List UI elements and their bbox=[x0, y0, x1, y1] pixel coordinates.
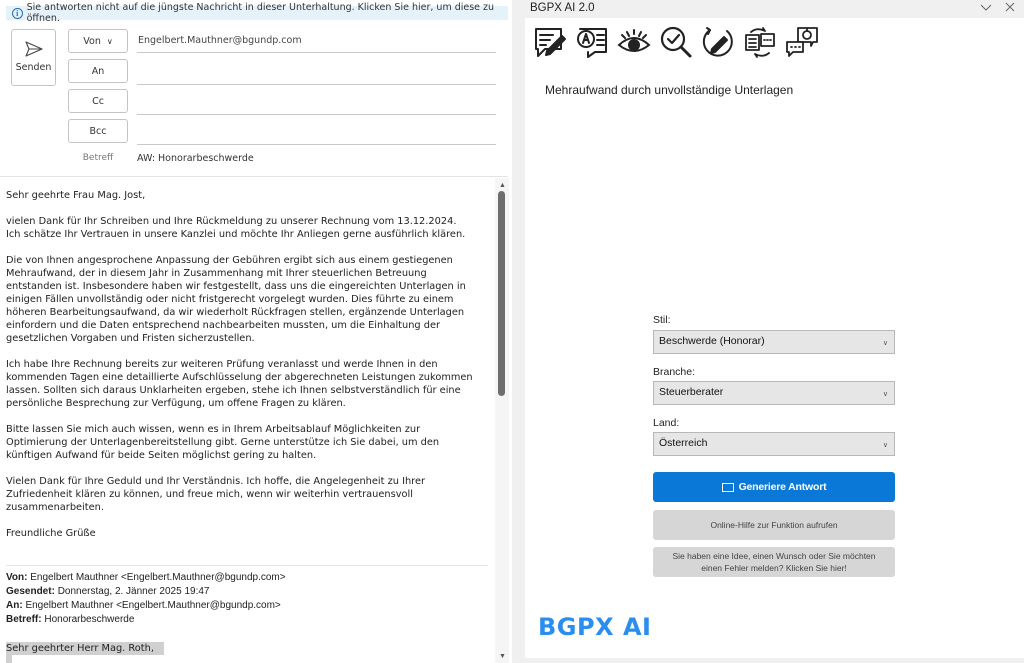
chevron-down-icon: ∨ bbox=[882, 442, 888, 449]
chatbot-icon[interactable] bbox=[784, 24, 820, 60]
selection-highlight bbox=[6, 655, 12, 663]
bcc-label: Bcc bbox=[89, 125, 107, 137]
quoted-greeting: Sehr geehrter Herr Mag. Roth, bbox=[6, 642, 164, 655]
quoted-to-value: Engelbert Mauthner <Engelbert.Mauthner@bgundp.com> bbox=[25, 600, 281, 611]
panel-title: BGPX AI 2.0 bbox=[530, 2, 595, 14]
from-label: Von bbox=[83, 35, 101, 47]
to-label: An bbox=[91, 65, 105, 77]
quoted-subject-value: Honorarbeschwerde bbox=[44, 614, 135, 625]
subject-input[interactable]: AW: Honorarbeschwerde bbox=[137, 153, 254, 164]
message-body[interactable] bbox=[6, 189, 492, 553]
quote-divider bbox=[6, 565, 488, 566]
chevron-down-icon: ∨ bbox=[882, 391, 888, 398]
cc-button[interactable] bbox=[68, 89, 128, 113]
body-paragraph: Freundliche Grüße bbox=[6, 528, 96, 539]
feedback-label: Sie haben eine Idee, einen Wunsch oder Sie möchten einen Fehler melden? Klicken Sie hier! bbox=[672, 551, 876, 573]
to-input[interactable] bbox=[137, 61, 496, 85]
quoted-from-value: Engelbert Mauthner <Engelbert.Mauthner@bgundp.com> bbox=[30, 572, 286, 583]
close-icon[interactable] bbox=[1004, 1, 1016, 15]
quoted-to-label: An: bbox=[6, 600, 23, 611]
from-field bbox=[137, 29, 496, 53]
quoted-header bbox=[6, 571, 492, 627]
body-paragraph: Vielen Dank für Ihre Geduld und Ihr Verständnis. Ich hoffe, die Angelegenheit zu Ihrer Zufriedenheit klären zu können, und freue mich, wenn wir weiterhin vertrauensvoll zusammenarbeiten. bbox=[6, 476, 426, 513]
tool-bar bbox=[532, 24, 820, 62]
style-label: Stil: bbox=[653, 314, 671, 326]
from-button[interactable] bbox=[68, 29, 128, 53]
country-select[interactable] bbox=[653, 432, 895, 456]
text-recognition-icon[interactable] bbox=[574, 24, 610, 60]
chevron-down-icon: ∨ bbox=[882, 340, 888, 347]
industry-value: Steuerberater bbox=[659, 386, 724, 398]
body-paragraph: Ich habe Ihre Rechnung bereits zur weiteren Prüfung veranlasst und werde Ihnen in den kommenden Tagen eine detaillierte Aufschlüsselung der abgerechneten Leistungen zukommen lassen. Sollten sich daraus Unklarheiten ergeben, stehe ich Ihnen selbstverständlich für eine persönliche Besprechung zur Verfügung, um offene Fragen zu klären. bbox=[6, 359, 473, 409]
body-paragraph: vielen Dank für Ihr Schreiben und Ihre Rückmeldung zu unserer Rechnung vom 13.12.2024. Ich schätze Ihr Vertrauen in unsere Kanzlei und möchte Ihr Anliegen gerne ausführlich klären. bbox=[6, 216, 466, 240]
to-button[interactable] bbox=[68, 59, 128, 83]
quoted-from-label: Von: bbox=[6, 572, 28, 583]
chevron-down-icon: ∨ bbox=[106, 36, 113, 46]
subject-label: Betreff bbox=[82, 153, 114, 163]
info-icon: i bbox=[12, 8, 23, 19]
style-value: Beschwerde (Honorar) bbox=[659, 335, 765, 347]
quoted-sent-label: Gesendet: bbox=[6, 586, 55, 597]
info-bar[interactable] bbox=[6, 2, 508, 24]
document-exchange-icon[interactable] bbox=[742, 24, 778, 60]
scroll-down-icon[interactable]: ▼ bbox=[499, 653, 506, 660]
panel-content bbox=[525, 18, 1024, 658]
scrollbar-thumb[interactable] bbox=[498, 191, 505, 396]
country-label: Land: bbox=[653, 417, 680, 429]
from-value: Engelbert.Mauthner@bgundp.com bbox=[138, 35, 302, 46]
generate-answer-label: Generiere Antwort bbox=[738, 481, 827, 493]
write-document-icon[interactable] bbox=[532, 24, 568, 60]
industry-select[interactable] bbox=[653, 381, 895, 405]
body-paragraph: Die von Ihnen angesprochene Anpassung der Gebühren ergibt sich aus einem gestiegenen Mehraufwand, der in diesem Jahr in Zusammenhang mit Ihrer steuerlichen Betreuung entstanden ist. Insbesondere haben wir festgestellt, dass uns die eingereichten Unterlagen in einigen Fällen unvollständig oder nicht fristgerecht vorgelegt wurden. Dies führte zu einem höheren Bearbeitungsaufwand, da wir wiederholt Rückfragen stellen, ergänzende Unterlagen einfordern und die Daten entsprechend nachbearbeiten mussten, um die Einhaltung der gesetzlichen Vorgaben und Fristen sicherzustellen. bbox=[6, 255, 466, 344]
send-icon bbox=[25, 41, 43, 57]
style-select[interactable] bbox=[653, 330, 895, 354]
header-divider bbox=[0, 176, 508, 177]
mail-icon bbox=[722, 483, 734, 492]
country-value: Österreich bbox=[659, 437, 708, 449]
cc-label: Cc bbox=[92, 95, 104, 107]
generate-answer-button[interactable] bbox=[653, 472, 895, 502]
send-label: Senden bbox=[15, 62, 52, 73]
topic-text: Mehraufwand durch unvollständige Unterlagen bbox=[545, 83, 794, 97]
bcc-input[interactable] bbox=[137, 121, 496, 145]
industry-label: Branche: bbox=[653, 366, 696, 378]
send-button[interactable] bbox=[11, 29, 56, 86]
brand-logo: BGPX AI bbox=[538, 613, 652, 641]
feedback-button[interactable] bbox=[653, 547, 895, 577]
edit-circle-icon[interactable] bbox=[700, 24, 736, 60]
search-check-icon[interactable] bbox=[658, 24, 694, 60]
quoted-sent-value: Donnerstag, 2. Jänner 2025 19:47 bbox=[57, 586, 210, 597]
body-paragraph: Bitte lassen Sie mich auch wissen, wenn es in Ihrem Arbeitsablauf Möglichkeiten zur Optimierung der Unterlagenbereitstellung gibt. Gerne unterstütze ich Sie dabei, um den künftigen Aufwand für beide Seiten möglichst gering zu halten. bbox=[6, 424, 440, 461]
online-help-label: Online-Hilfe zur Funktion aufrufen bbox=[710, 520, 838, 530]
scroll-up-icon[interactable]: ▲ bbox=[499, 182, 506, 189]
chevron-down-icon[interactable] bbox=[980, 1, 992, 15]
body-paragraph: Sehr geehrte Frau Mag. Jost, bbox=[6, 190, 146, 201]
quoted-subject-label: Betreff: bbox=[6, 614, 42, 625]
eye-icon[interactable] bbox=[616, 24, 652, 60]
bcc-button[interactable] bbox=[68, 119, 128, 143]
vertical-scrollbar[interactable] bbox=[495, 178, 509, 663]
cc-input[interactable] bbox=[137, 91, 496, 115]
online-help-button[interactable] bbox=[653, 510, 895, 540]
bgpx-panel bbox=[512, 0, 1024, 663]
info-bar-text: Sie antworten nicht auf die jüngste Nachricht in dieser Unterhaltung. Klicken Sie hier, um diese zu öffnen. bbox=[26, 2, 495, 24]
